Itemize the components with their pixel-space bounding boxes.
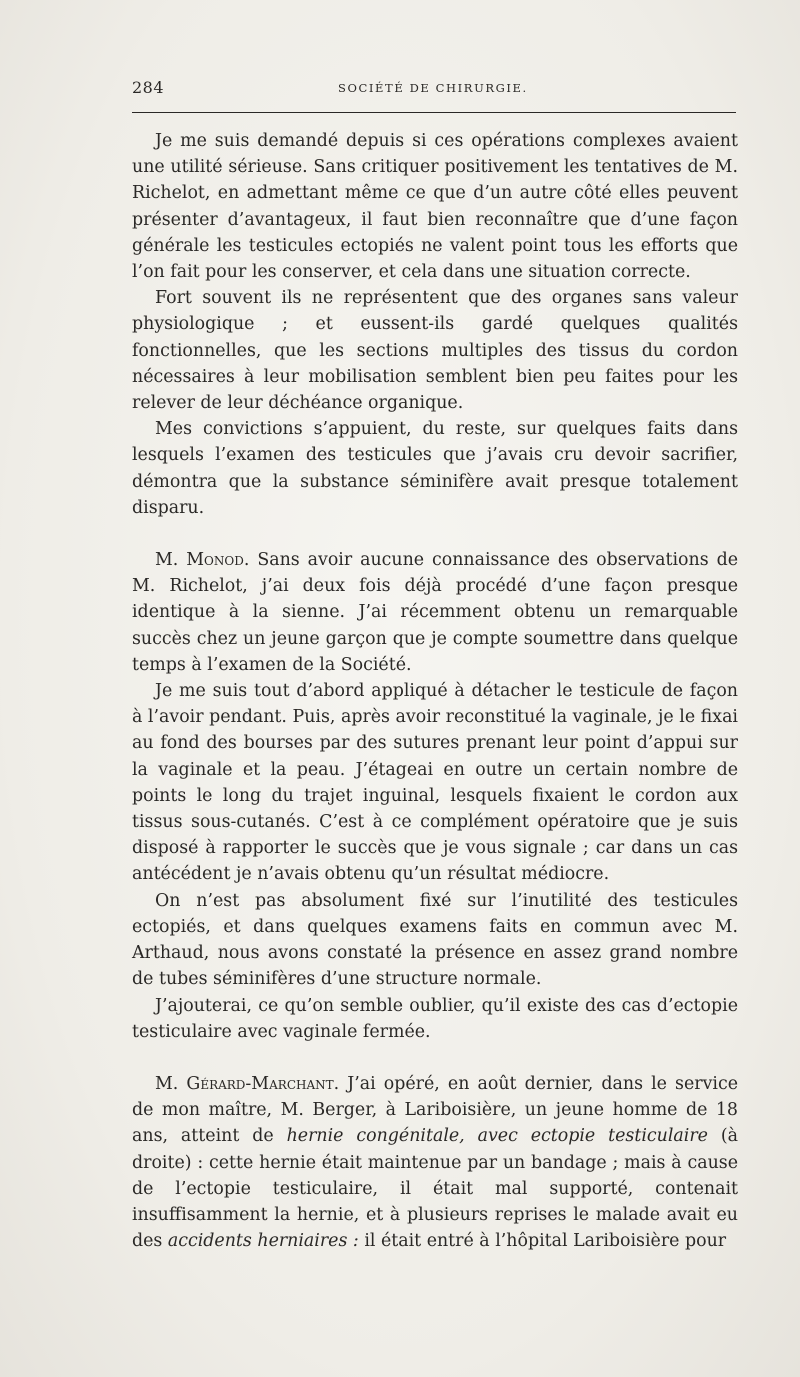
page-header (132, 78, 736, 102)
paragraph: Fort souvent ils ne représentent que des organes sans valeur physiologique ; et eussent-ils gardé quelques qualités fonctionnelles, que les sections multiples des tissus du cordon nécessaires à leur mobilisation semblent bien peu faites pour les relever de leur déchéance organique. (132, 288, 738, 414)
paragraph: Je me suis tout d’abord appliqué à détacher le testicule de façon à l’avoir pendant. Puis, après avoir reconstitué la vaginale, je le fixai au fond des bourses par des sutures prenant leur point d’appui sur la vaginale et la peau. J’étageai en outre un certain nombre de points le long du trajet inguinal, lesquels fixaient le cordon aux tissus sous-cutanés. C’est à ce complément opératoire que je suis disposé à rapporter le succès que je vous signale ; car dans un cas antécédent je n’avais obtenu qu’un résultat médiocre. (132, 681, 738, 885)
italic-term: accidents herniaires : (167, 1231, 359, 1252)
paragraph: Je me suis demandé depuis si ces opérations complexes avaient une utilité sérieuse. Sans critiquer positivement les tentatives de M. Richelot, en admettant même ce que d’un autre côté elles peuvent présenter d’avantageux, il faut bien reconnaître que d’une façon générale les testicules ectopiés ne valent point tous les efforts que l’on fait pour les conserver, et cela dans une situation correcte. (132, 131, 738, 283)
italic-term: hernie congénitale, avec ectopie testiculaire (286, 1126, 708, 1147)
header-rule (132, 112, 736, 113)
paragraph: Mes convictions s’appuient, du reste, sur quelques faits dans lesquels l’examen des testicules que j’avais cru devoir sacrifier, démontra que la substance séminifère avait presque totalement disparu. (132, 419, 738, 518)
paragraph-monod: M. Monod. Sans avoir aucune connaissance des observations de M. Richelot, j’ai deux fois déjà procédé d’une façon presque identique à la sienne. J’ai récemment obtenu un remarquable succès chez un jeune garçon que je compte soumettre dans quelque temps à l’examen de la Société. (132, 550, 738, 675)
running-head: SOCIÉTÉ DE CHIRURGIE. (338, 81, 528, 95)
paragraph-gerard-marchant: M. Gérard-Marchant. J’ai opéré, en août dernier, dans le service de mon maître, M. Berger, à Lariboisière, un jeune homme de 18 ans, atteint de hernie congénitale, avec ectopie testiculaire (à droite) : cette hernie était maintenue par un bandage ; mais à cause de l’ectopie testiculaire, il était mal supporté, contenait insuffisamment la hernie, et à plusieurs reprises le malade avait eu des accidents herniaires : il était entré à l’hôpital Lariboisière pour (132, 1073, 739, 1252)
paragraph: On n’est pas absolument fixé sur l’inutilité des testicules ectopiés, et dans quelques examens faits en commun avec M. Arthaud, nous avons constaté la présence en assez grand nombre de tubes séminifères d’une structure normale. (132, 890, 738, 990)
paragraph: J’ajouterai, ce qu’on semble oublier, qu’il existe des cas d’ectopie testiculaire avec vaginale fermée. (132, 995, 738, 1042)
speaker-name: M. Monod. (155, 550, 250, 571)
page-number: 284 (132, 78, 165, 97)
speaker-name: M. Gérard-Marchant. (155, 1073, 340, 1094)
body-text (132, 128, 738, 1254)
